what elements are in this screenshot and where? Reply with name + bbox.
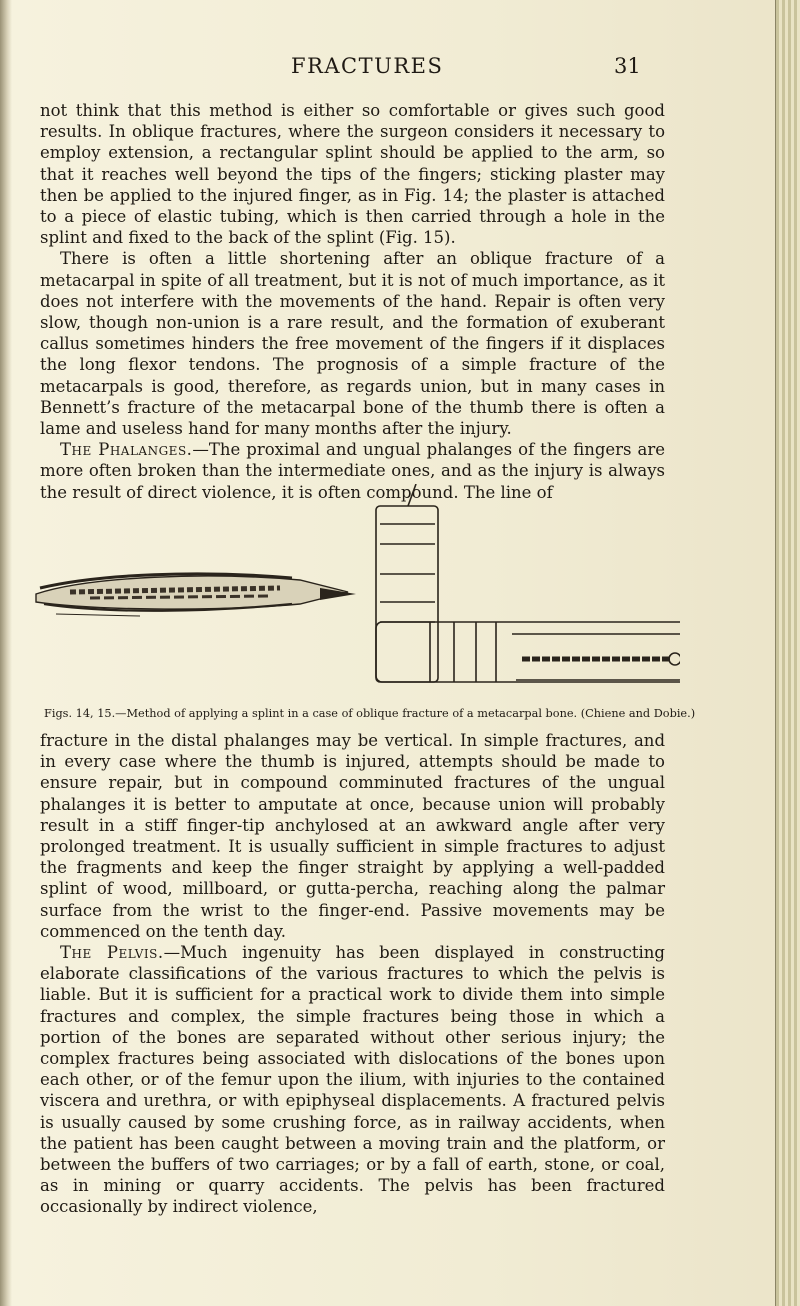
page-header: [46, 54, 646, 88]
text-block-top: [40, 100, 665, 503]
figure-caption: Figs. 14, 15.—Method of applying a splint in a case of oblique fracture of a metacarpal bone. (Chiene and Dobie.): [44, 707, 696, 720]
section-heading-pelvis: The Pelvis.: [60, 943, 164, 963]
text-block-bottom: [40, 730, 665, 1218]
paragraph-continued: fracture in the distal phalanges may be vertical. In simple fractures, and in every case where the thumb is injured, attempts should be made to ensure repair, but in compound comminuted fractures of the ungual phalanges it is better to amputate at once, because union will probably result in a stiff finger-tip anchylosed at an awkward angle after very prolonged treatment. It is usually sufficient in simple fractures to adjust the fragments and keep the finger straight by applying a well-padded splint of wood, millboard, or gutta-percha, reaching along the palmar surface from the wrist to the finger-end. Passive movements may be commenced on the tenth day.: [40, 731, 665, 941]
phalanges-text: —The proximal and ungual phalanges of the fingers are more often broken than the intermediate ones, and as the injury is always the result of direct violence, it is often compound. The line of: [40, 440, 665, 502]
fig15-splint-drawing: [376, 484, 680, 682]
page-gutter-shadow: [0, 0, 12, 1306]
section-heading-phalanges: The Phalanges.: [60, 440, 193, 460]
running-title: FRACTURES: [291, 54, 444, 78]
pelvis-text: —Much ingenuity has been displayed in constructing elaborate classifications of the various fractures to which the pelvis is liable. But it is sufficient for a practical work to divide them into simple fractures and complex, the simple fractures being those in which a portion of the bones are separated without other serious injury; the complex fractures being associated with dislocations of the bones upon each other, or of the femur upon the ilium, with injuries to the contained viscera and urethra, or with epiphyseal displacements. A fractured pelvis is usually caused by some crushing force, as in railway accidents, when the patient has been caught between a moving train and the platform, or between the buffers of two carriages; or by a fall of earth, stone, or coal, as in mining or quarry accidents. The pelvis has been fractured occasionally by indirect violence,: [40, 943, 665, 1217]
fig14-finger-drawing: [36, 574, 356, 616]
paragraph-1: not think that this method is either so comfortable or gives such good results. In oblique fractures, where the surgeon considers it necessary to employ extension, a rectangular splint should be applied to the arm, so that it reaches well beyond the tips of the fingers; sticking plaster may then be applied to the injured finger, as in Fig. 14; the plaster is attached to a piece of elastic tubing, which is then carried through a hole in the splint and fixed to the back of the splint (Fig. 15).: [40, 101, 665, 248]
page-number: 31: [614, 54, 641, 78]
figure-splint-illustration: [30, 484, 680, 689]
page-edge-stack: [775, 0, 800, 1306]
paragraph-pelvis: [40, 942, 665, 1218]
paragraph-2: There is often a little shortening after an oblique fracture of a metacarpal in spite of all treatment, but it is not of much importance, as it does not interfere with the movements of the hand. Repair is often very slow, though non-union is a rare result, and the formation of exuberant callus sometimes hinders the free movement of the fingers if it displaces the long flexor tendons. The prognosis of a simple fracture of the metacarpals is good, therefore, as regards union, but in many cases in Bennett’s fracture of the metacarpal bone of the thumb there is often a lame and useless hand for many months after the injury.: [40, 249, 665, 439]
